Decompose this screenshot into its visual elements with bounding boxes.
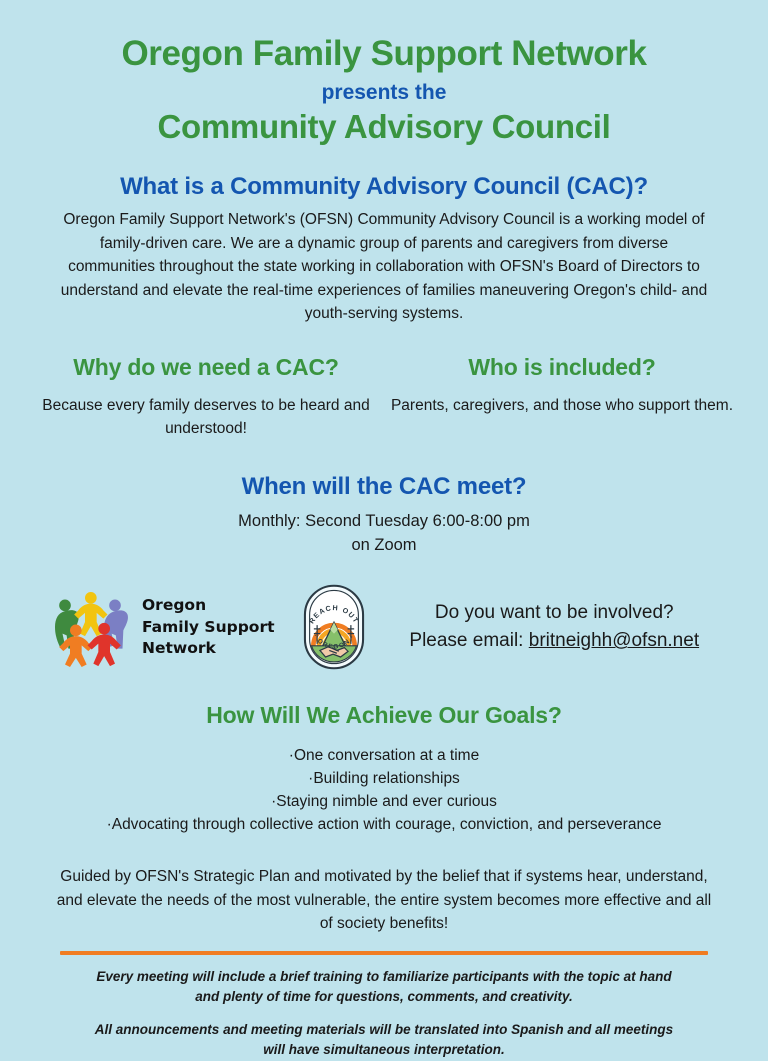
column-who-included bbox=[384, 354, 740, 441]
goals-heading: How Will We Achieve Our Goals? bbox=[206, 702, 562, 729]
meeting-details bbox=[0, 510, 768, 558]
email-prompt: Please email: bbox=[409, 630, 529, 652]
who-included-body: Parents, caregivers, and those who support them. bbox=[390, 396, 734, 414]
goal-item: ·Building relationships bbox=[308, 770, 460, 788]
council-title: Community Advisory Council bbox=[157, 108, 611, 146]
ofsn-logo-text bbox=[142, 595, 275, 659]
why-cac-body: Because every family deserves to be heard and understood! bbox=[42, 396, 370, 438]
guiding-statement: Guided by OFSN's Strategic Plan and motivated by the belief that if systems hear, understand, and elevate the needs of the most vulnerable, the entire system becomes more effective and all of society benefits! bbox=[56, 868, 712, 933]
presents-label: presents the bbox=[321, 81, 447, 105]
why-cac-heading: Why do we need a CAC? bbox=[73, 353, 339, 380]
orange-divider bbox=[60, 951, 708, 955]
goal-item: ·One conversation at a time bbox=[288, 747, 480, 765]
meeting-section bbox=[0, 473, 768, 558]
meeting-schedule: Monthly: Second Tuesday 6:00-8:00 pm bbox=[238, 512, 530, 531]
reach-out-text: REACH OUT bbox=[307, 604, 360, 626]
footer-note-training: Every meeting will include a brief training to familiarize participants with the topic at hand and plenty of time for questions, comments, and creativity. bbox=[96, 968, 672, 1004]
goal-item: ·Advocating through collective action with courage, conviction, and perseverance bbox=[106, 816, 662, 834]
intro-body: Oregon Family Support Network's (OFSN) Community Advisory Council is a working model of family-driven care. We are a dynamic group of parents and caregivers from diverse communities throughout the state working in collaboration with OFSN's Board of Directors to understand and elevate the real-time experiences of families maneuvering Oregon's child- and youth-serving systems. bbox=[60, 211, 708, 323]
goals-list bbox=[0, 745, 768, 837]
goal-item: ·Staying nimble and ever curious bbox=[271, 793, 497, 811]
ofsn-name-line-2: Family Support bbox=[142, 617, 275, 636]
oregon-text: · OREGON · bbox=[310, 633, 357, 652]
reach-out-oregon-logo-icon bbox=[301, 582, 367, 672]
ofsn-name-line-3: Network bbox=[142, 639, 216, 657]
contact-block bbox=[367, 599, 728, 656]
contact-question: Do you want to be involved? bbox=[434, 601, 674, 623]
footer-note-translation: All announcements and meeting materials will be translated into Spanish and all meetings will have simultaneous interpretation. bbox=[94, 1022, 674, 1058]
intro-heading: What is a Community Advisory Council (CAC)? bbox=[120, 173, 648, 201]
masthead bbox=[0, 0, 768, 146]
meeting-heading: When will the CAC meet? bbox=[241, 473, 527, 501]
meeting-platform: on Zoom bbox=[351, 536, 417, 555]
contact-email-line bbox=[381, 627, 728, 656]
intro-section bbox=[0, 173, 768, 326]
two-column-section bbox=[0, 354, 768, 441]
footer-notes bbox=[84, 967, 684, 1061]
ofsn-people-circle-icon bbox=[48, 587, 132, 667]
goals-section bbox=[0, 702, 768, 837]
organization-title: Oregon Family Support Network bbox=[121, 34, 647, 73]
logo-contact-row bbox=[0, 582, 768, 672]
contact-email-link[interactable]: britneighh@ofsn.net bbox=[528, 630, 700, 652]
ofsn-name-line-1: Oregon bbox=[142, 596, 207, 615]
column-why-cac bbox=[28, 354, 384, 441]
who-included-heading: Who is included? bbox=[468, 353, 656, 380]
ofsn-logo bbox=[48, 587, 275, 667]
